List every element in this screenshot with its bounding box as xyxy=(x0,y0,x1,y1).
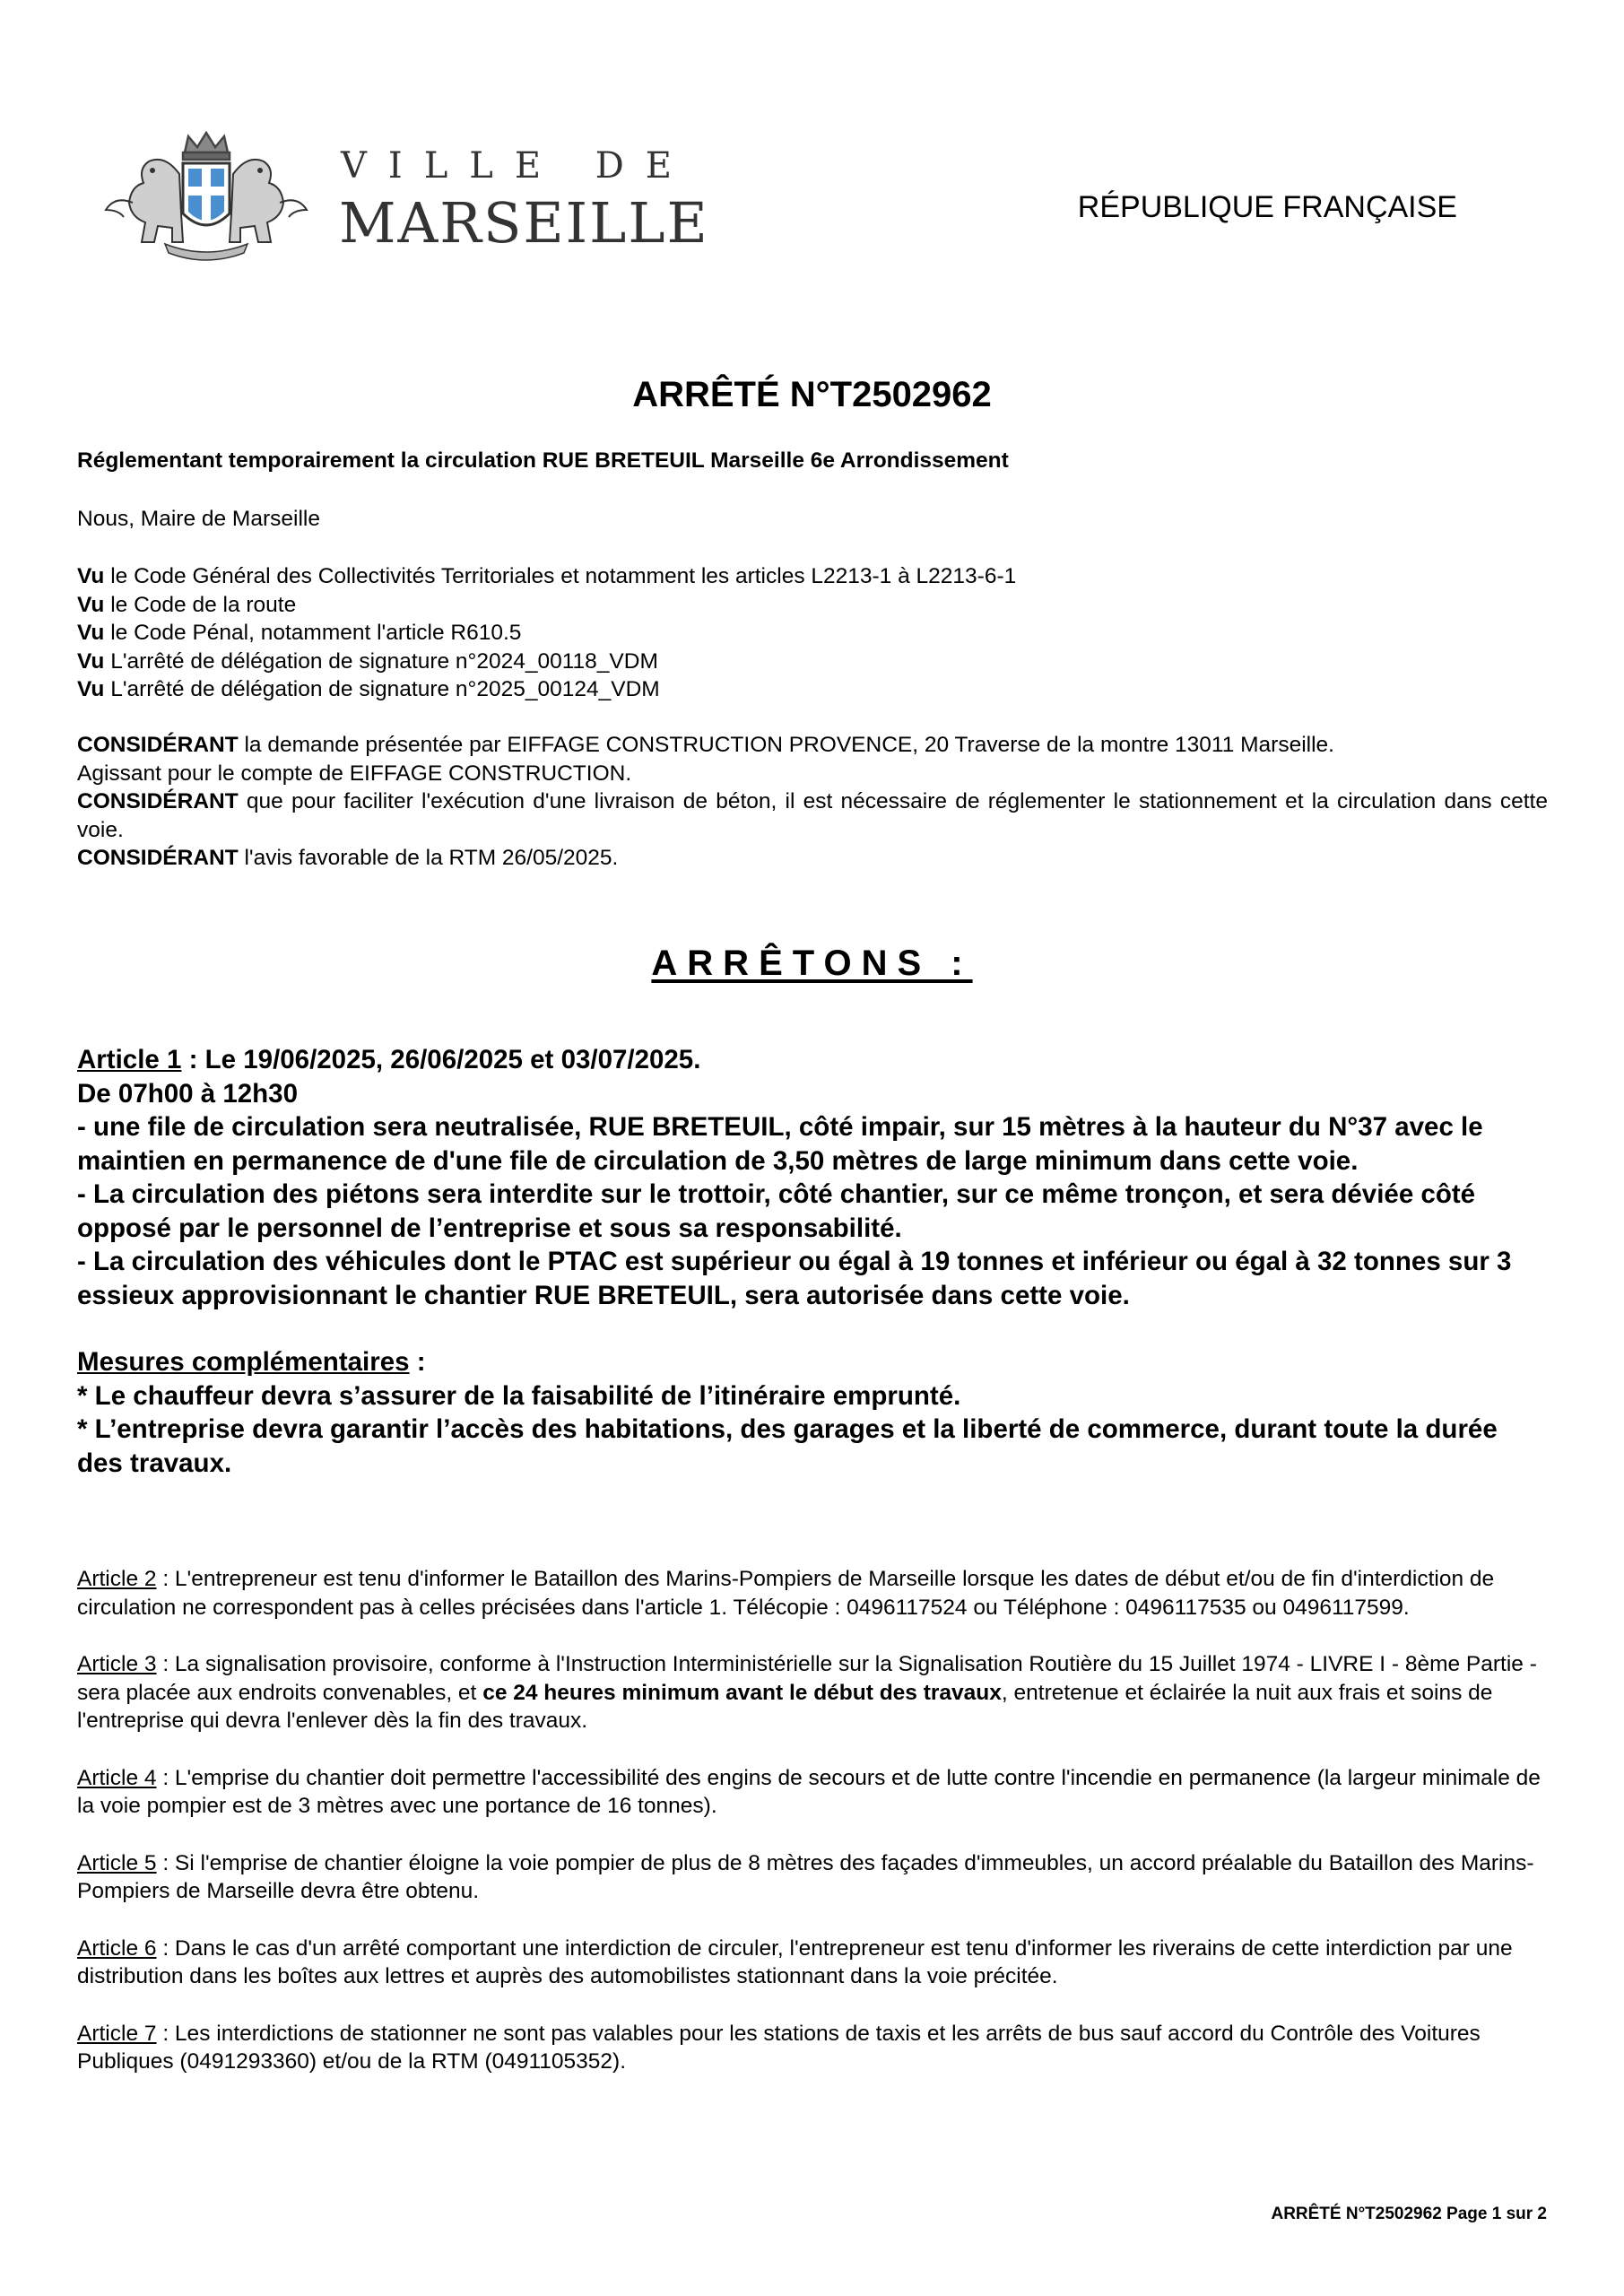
articles-list xyxy=(77,1565,1548,2105)
article-7: Article 7 : Les interdictions de stationner ne sont pas valables pour les stations de taxis et les arrêts de bus sauf accord du Contrôle des Voitures Publiques (0491293360) et/ou de la RTM (0491105352). xyxy=(77,2021,1481,2074)
vu-item: Vu le Code Général des Collectivités Territoriales et notamment les articles L2213-1 à L2213-6-1 xyxy=(77,564,1017,588)
vu-item: Vu L'arrêté de délégation de signature n°2025_00124_VDM xyxy=(77,677,660,701)
page-footer: ARRÊTÉ N°T2502962 Page 1 sur 2 xyxy=(1271,2205,1547,2223)
svg-text:MARSEILLE: MARSEILLE xyxy=(339,190,709,256)
article-3: Article 3 : La signalisation provisoire, conforme à l'Instruction Interministérielle sur la Signalisation Routière du 15 Juillet 1974 - LIVRE I - 8ème Partie - sera placée aux endroits convenables, et ce 24 heures minimum avant le début des travaux, entretenue et éclairée la nuit aux frais et soins de l'entreprise qui devra l'enlever dès la fin des travaux. xyxy=(77,1652,1537,1733)
coat-of-arms-icon xyxy=(79,127,709,260)
vu-item: Vu L'arrêté de délégation de signature n°2024_00118_VDM xyxy=(77,648,658,674)
article-1-label: Article 1 xyxy=(77,1045,182,1074)
republique-francaise: RÉPUBLIQUE FRANÇAISE xyxy=(1077,190,1457,224)
subtitle: Réglementant temporairement la circulation RUE BRETEUIL Marseille 6e Arrondissement xyxy=(77,448,1009,473)
article-1 xyxy=(77,1043,1548,1480)
ville-de-marseille-logo xyxy=(79,127,709,260)
considerant-1: CONSIDÉRANT la demande présentée par EIFFAGE CONSTRUCTION PROVENCE, 20 Traverse de la montre 13011 Marseille. xyxy=(77,733,1334,757)
mesure-item: * L’entreprise devra garantir l’accès des habitations, des garages et la liberté de commerce, durant toute la durée des travaux. xyxy=(77,1414,1498,1478)
article-1-line: - une file de circulation sera neutralisée, RUE BRETEUIL, côté impair, sur 15 mètres à la hauteur du N°37 avec le maintien en permanence de d'une file de circulation de 3,50 mètres de large minimum dans cette voie. xyxy=(77,1112,1483,1176)
vu-item: Vu le Code Pénal, notamment l'article R610.5 xyxy=(77,621,522,645)
nous-maire: Nous, Maire de Marseille xyxy=(77,507,320,531)
article-1-dates: Article 1 : Le 19/06/2025, 26/06/2025 et 03/07/2025. xyxy=(77,1045,701,1074)
vu-list xyxy=(77,562,1548,704)
mesure-item: * Le chauffeur devra s’assurer de la faisabilité de l’itinéraire emprunté. xyxy=(77,1380,961,1411)
svg-text:VILLE DE: VILLE DE xyxy=(341,145,693,187)
arretons-heading: ARRÊTONS : xyxy=(651,944,973,983)
considerant-2: CONSIDÉRANT que pour faciliter l'exécution d'une livraison de béton, il est nécessaire de réglementer le stationnement et la circulation dans cette voie. xyxy=(77,789,1548,842)
article-1-hours: De 07h00 à 12h30 xyxy=(77,1078,298,1109)
article-1-line: - La circulation des piétons sera interdite sur le trottoir, côté chantier, sur ce même tronçon, et sera déviée côté opposé par le personnel de l’entreprise et sous sa responsabilité. xyxy=(77,1179,1476,1243)
article-5: Article 5 : Si l'emprise de chantier éloigne la voie pompier de plus de 8 mètres des façades d'immeubles, un accord préalable du Bataillon des Marins-Pompiers de Marseille devra être obtenu. xyxy=(77,1850,1534,1903)
article-4: Article 4 : L'emprise du chantier doit permettre l'accessibilité des engins de secours et de lutte contre l'incendie en permanence (la largeur minimale de la voie pompier est de 3 mètres avec une portance de 16 tonnes). xyxy=(77,1765,1541,1818)
page-title: ARRÊTÉ N°T2502962 xyxy=(632,375,992,414)
article-6: Article 6 : Dans le cas d'un arrêté comportant une interdiction de circuler, l'entrepreneur est tenu d'informer les riverains de cette interdiction par une distribution dans les boîtes aux lettres et auprès des automobilistes stationnant dans la voie précitée. xyxy=(77,1935,1513,1988)
considerants xyxy=(77,731,1548,873)
article-1-line: - La circulation des véhicules dont le PTAC est supérieur ou égal à 19 tonnes et inférieur ou égal à 32 tonnes sur 3 essieux approvisionnant le chantier RUE BRETEUIL, sera autorisée dans cette voie. xyxy=(77,1247,1512,1310)
vu-item: Vu le Code de la route xyxy=(77,592,297,617)
agissant: Agissant pour le compte de EIFFAGE CONSTRUCTION. xyxy=(77,761,632,786)
mesures-heading: Mesures complémentaires : xyxy=(77,1347,426,1377)
article-2: Article 2 : L'entrepreneur est tenu d'informer le Bataillon des Marins-Pompiers de Marseille lorsque les dates de début et/ou de fin d'interdiction de circulation ne correspondent pas à celles précisées dans l'article 1. Télécopie : 0496117524 ou Téléphone : 0496117535 ou 0496117599. xyxy=(77,1567,1495,1620)
considerant-3: CONSIDÉRANT l'avis favorable de la RTM 26/05/2025. xyxy=(77,846,619,870)
